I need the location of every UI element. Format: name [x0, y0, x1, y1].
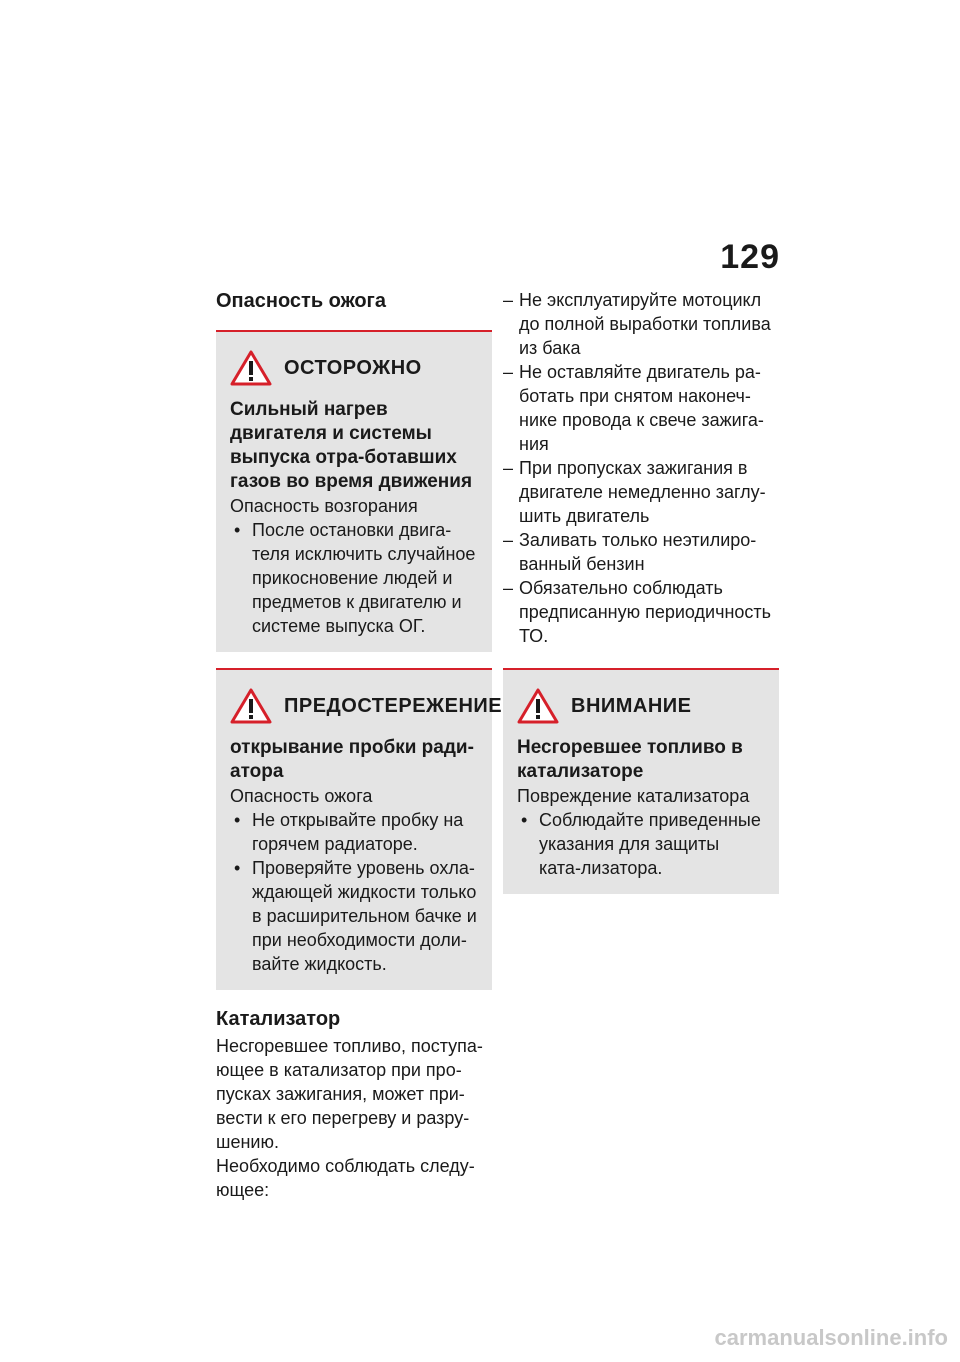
dash-list-item: – Не эксплуатируйте мотоцикл до полной выработки топлива из бака: [503, 288, 779, 360]
paragraph: Несгоревшее топливо, поступа-ющее в катализатор при про-пусках зажигания, может при-вести к его перегреву и разру-шению.: [216, 1036, 483, 1152]
warning-subtitle: Опасность ожога: [230, 786, 373, 806]
page-number: 129: [720, 238, 780, 276]
warning-bullet: • Проверяйте уровень охла-ждающей жидкости только в расширительном бачке и при необходимости доли-вайте жидкость.: [230, 856, 478, 976]
warning-title: открывание пробки ради-атора: [230, 737, 474, 782]
warning-bullet: • После остановки двига-теля исключить случайное прикосновение людей и предметов к двигателю и системе выпуска ОГ.: [230, 518, 478, 638]
notice-box-header: [517, 688, 765, 724]
notice-bullet: • Соблюдайте приведенные указания для защиты ката-лизатора.: [517, 808, 765, 880]
warning-label: ПРЕДОСТЕРЕЖЕНИЕ: [284, 694, 503, 717]
warning-title: Сильный нагрев двигателя и системы выпуска отра-ботавших газов во время движения: [230, 399, 473, 492]
watermark: carmanualsonline.info: [714, 1325, 948, 1350]
warning-label: ОСТОРОЖНО: [284, 356, 422, 379]
paragraph: Необходимо соблюдать следу-ющее:: [216, 1156, 475, 1200]
dash-list-item: – Обязательно соблюдать предписанную периодичность ТО.: [503, 576, 779, 648]
right-column: [503, 288, 779, 910]
section-heading-burn: Опасность ожога: [216, 290, 386, 312]
warning-box-precaution: [216, 668, 503, 990]
warning-box-caution: [216, 330, 492, 652]
dash-list-item: – Заливать только неэтилиро-ванный бензин: [503, 528, 779, 576]
notice-title: Несгоревшее топливо в катализаторе: [517, 737, 743, 782]
notice-label: ВНИМАНИЕ: [571, 694, 692, 717]
left-column: [216, 288, 503, 1202]
section-heading-catalyst: Катализатор: [216, 1008, 341, 1030]
notice-box: [503, 668, 779, 894]
warning-triangle-icon: [230, 688, 272, 724]
dash-list-item: – При пропусках зажигания в двигателе немедленно заглу-шить двигатель: [503, 456, 779, 528]
warning-triangle-icon: [517, 688, 559, 724]
warning-triangle-icon: [230, 350, 272, 386]
warning-bullet: • Не открывайте пробку на горячем радиаторе.: [230, 808, 478, 856]
warning-box-header: [230, 688, 503, 724]
warning-subtitle: Опасность возгорания: [230, 496, 418, 516]
warning-box-header: [230, 350, 478, 386]
notice-subtitle: Повреждение катализатора: [517, 786, 750, 806]
dash-list-item: – Не оставляйте двигатель ра-ботать при снятом наконеч-нике провода к свече зажига-ния: [503, 360, 779, 456]
